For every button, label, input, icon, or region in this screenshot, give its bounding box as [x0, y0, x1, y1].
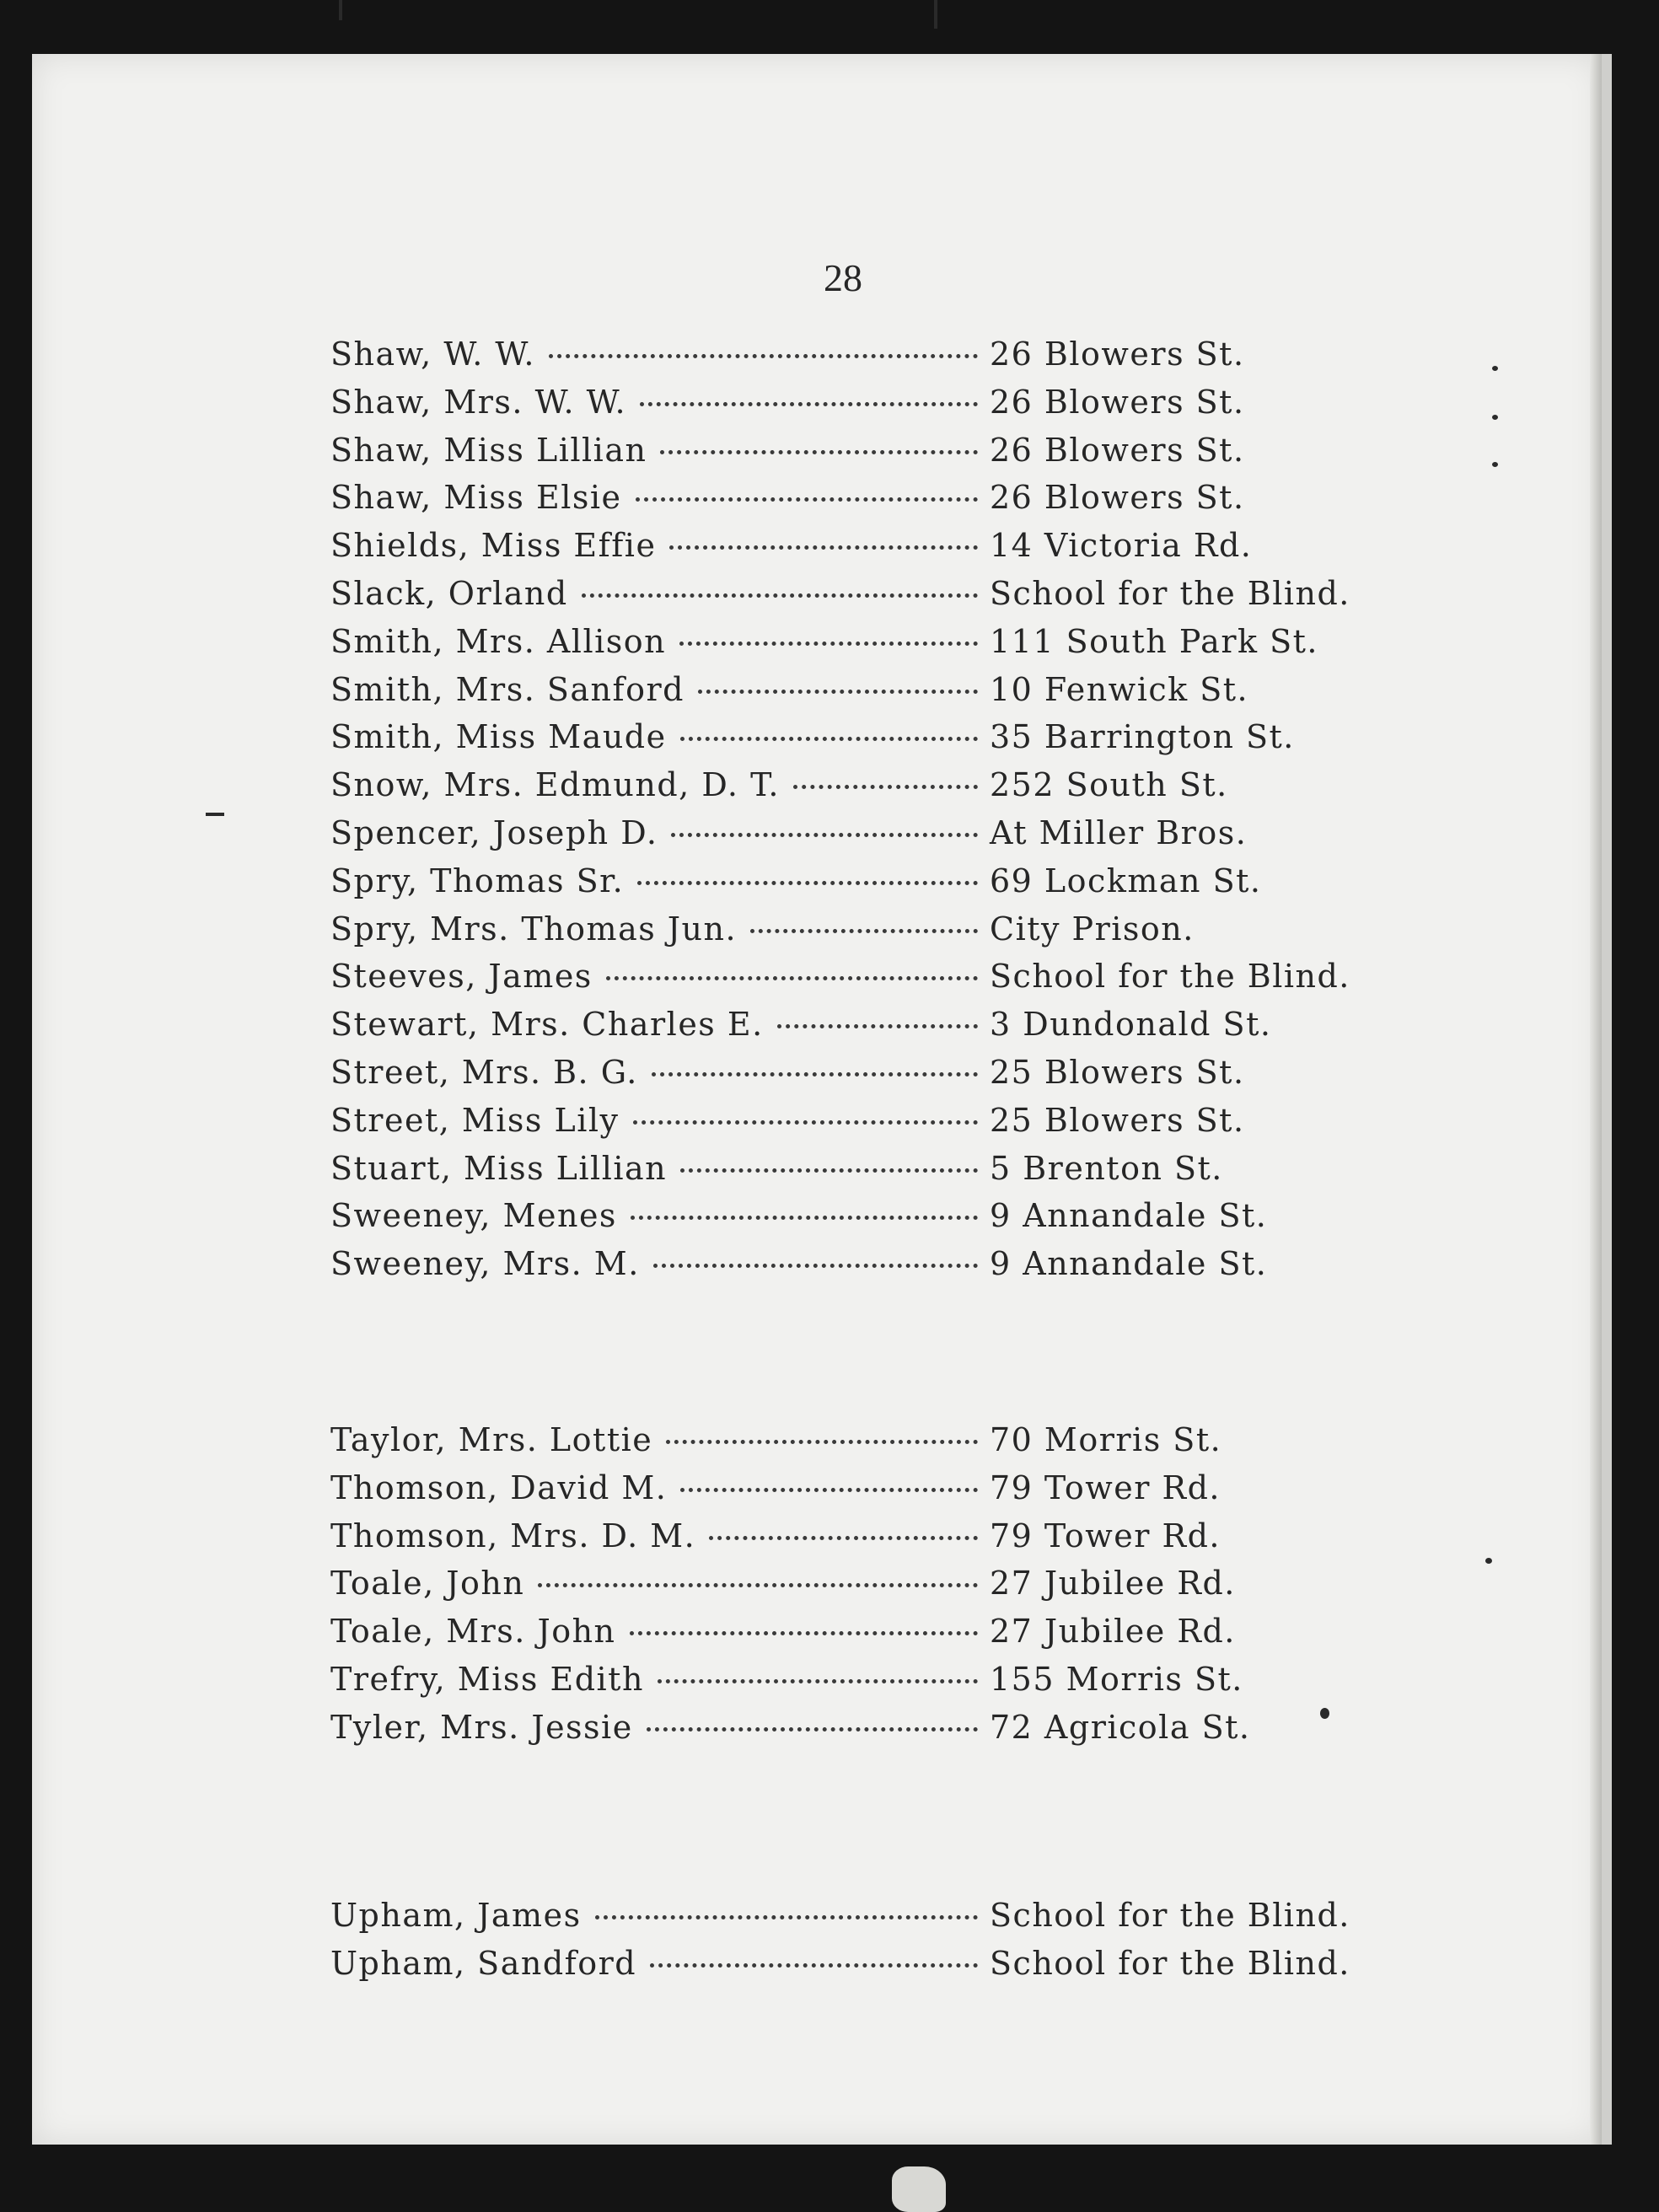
directory-entry [330, 910, 1418, 958]
directory-entry [330, 336, 1418, 384]
entry-address: 5 Brenton St. [990, 1149, 1223, 1187]
torn-paper-fragment [892, 2166, 946, 2212]
dot-leader [679, 642, 978, 646]
directory-entry [330, 671, 1418, 719]
scan-artifact [206, 813, 224, 816]
directory-entry [330, 432, 1418, 480]
entry-address: City Prison. [990, 910, 1195, 948]
scan-artifact [339, 0, 342, 20]
entry-address: 26 Blowers St. [990, 383, 1245, 421]
dot-leader [640, 402, 978, 406]
entry-name: Sweeney, Mrs. M. [330, 1245, 640, 1283]
directory-section-t [330, 1421, 1418, 1757]
entry-address: 9 Annandale St. [990, 1197, 1268, 1235]
dot-leader [606, 976, 978, 980]
entry-address: 26 Blowers St. [990, 479, 1245, 517]
entry-address: 69 Lockman St. [990, 862, 1262, 899]
entry-address: 9 Annandale St. [990, 1245, 1268, 1283]
entry-address: 252 South St. [990, 766, 1228, 804]
directory-entry [330, 862, 1418, 910]
dot-leader [680, 1488, 978, 1492]
entry-address: 14 Victoria Rd. [990, 527, 1253, 565]
dot-leader [582, 593, 978, 598]
entry-name: Thomson, David M. [330, 1468, 668, 1506]
entry-address: School for the Blind. [990, 958, 1350, 996]
directory-entry [330, 1897, 1418, 1945]
entry-address: School for the Blind. [990, 1944, 1350, 1982]
directory-entry [330, 623, 1418, 671]
directory-entry [330, 1245, 1418, 1293]
dot-leader [698, 690, 978, 694]
scan-speck [1492, 462, 1498, 467]
directory-entry [330, 527, 1418, 575]
dot-leader [652, 1072, 978, 1076]
entry-name: Shields, Miss Effie [330, 527, 657, 565]
entry-name: Snow, Mrs. Edmund, D. T. [330, 766, 780, 804]
entry-name: Steeves, James [330, 958, 593, 996]
directory-entry [330, 1613, 1418, 1661]
directory-entry [330, 1197, 1418, 1245]
entry-address: 111 South Park St. [990, 622, 1318, 660]
entry-name: Street, Miss Lily [330, 1101, 620, 1139]
scan-speck [1492, 415, 1498, 420]
scan-artifact [934, 0, 937, 29]
entry-address: 72 Agricola St. [990, 1708, 1251, 1746]
dot-leader [669, 545, 978, 550]
entry-name: Smith, Mrs. Allison [330, 622, 667, 660]
dot-leader [680, 737, 978, 741]
directory-entry [330, 718, 1418, 766]
directory-entry [330, 1945, 1418, 1993]
entry-name: Toale, John [330, 1565, 525, 1603]
entry-name: Slack, Orland [330, 574, 568, 612]
entry-name: Taylor, Mrs. Lottie [330, 1421, 653, 1458]
entry-address: 155 Morris St. [990, 1660, 1243, 1698]
directory-entry [330, 1661, 1418, 1709]
directory-entry [330, 384, 1418, 432]
dot-leader [595, 1915, 978, 1919]
directory-entry [330, 1421, 1418, 1469]
entry-address: 26 Blowers St. [990, 431, 1245, 469]
dot-leader [650, 1963, 978, 1968]
dot-leader [637, 881, 978, 885]
entry-address: 25 Blowers St. [990, 1053, 1245, 1091]
dot-leader [647, 1727, 978, 1731]
entry-address: 79 Tower Rd. [990, 1468, 1221, 1506]
directory-entry [330, 1054, 1418, 1102]
entry-name: Thomson, Mrs. D. M. [330, 1517, 696, 1554]
dot-leader [549, 354, 978, 358]
directory-entry [330, 1517, 1418, 1565]
dot-leader [680, 1168, 978, 1173]
scan-speck [1320, 1708, 1329, 1719]
entry-name: Stuart, Miss Lillian [330, 1149, 668, 1187]
entry-address: 27 Jubilee Rd. [990, 1565, 1236, 1603]
directory-entry [330, 958, 1418, 1006]
entry-name: Shaw, W. W. [330, 336, 535, 373]
dot-leader [777, 1024, 978, 1028]
directory-entry [330, 1565, 1418, 1613]
directory-entry [330, 1102, 1418, 1150]
entry-name: Tyler, Mrs. Jessie [330, 1708, 633, 1746]
page-gutter-shadow [1590, 54, 1602, 2145]
directory-entry [330, 1709, 1418, 1757]
directory-entry [330, 1150, 1418, 1198]
directory-section-u [330, 1897, 1418, 1993]
entry-name: Stewart, Mrs. Charles E. [330, 1006, 764, 1044]
entry-name: Shaw, Mrs. W. W. [330, 383, 627, 421]
entry-name: Trefry, Miss Edith [330, 1660, 644, 1698]
entry-name: Shaw, Miss Lillian [330, 431, 647, 469]
scan-speck [1492, 366, 1498, 371]
entry-address: 70 Morris St. [990, 1421, 1222, 1458]
entry-address: School for the Blind. [990, 574, 1350, 612]
directory-entry [330, 1006, 1418, 1054]
entry-name: Smith, Miss Maude [330, 718, 667, 756]
entry-name: Spencer, Joseph D. [330, 813, 658, 851]
page-number: 28 [824, 256, 862, 299]
directory-entry [330, 575, 1418, 623]
dot-leader [793, 785, 978, 789]
entry-name: Sweeney, Menes [330, 1197, 617, 1235]
entry-address: School for the Blind. [990, 1897, 1350, 1934]
dot-leader [538, 1583, 978, 1587]
entry-name: Toale, Mrs. John [330, 1613, 616, 1651]
entry-name: Upham, Sandford [330, 1944, 637, 1982]
directory-entry [330, 814, 1418, 862]
entry-name: Spry, Mrs. Thomas Jun. [330, 910, 738, 948]
entry-name: Shaw, Miss Elsie [330, 479, 622, 517]
entry-name: Smith, Mrs. Sanford [330, 670, 685, 708]
entry-address: 26 Blowers St. [990, 336, 1245, 373]
entry-address: 27 Jubilee Rd. [990, 1613, 1236, 1651]
entry-address: At Miller Bros. [990, 813, 1248, 851]
dot-leader [671, 833, 978, 837]
dot-leader [653, 1264, 978, 1268]
entry-address: 3 Dundonald St. [990, 1006, 1272, 1044]
dot-leader [660, 450, 978, 454]
dot-leader [631, 1216, 978, 1220]
directory-entry [330, 1469, 1418, 1517]
dot-leader [633, 1120, 978, 1125]
dot-leader [636, 497, 978, 502]
directory-entry [330, 766, 1418, 814]
page-edge [1602, 54, 1612, 2145]
entry-address: 79 Tower Rd. [990, 1517, 1221, 1554]
entry-address: 35 Barrington St. [990, 718, 1295, 756]
directory-entry [330, 479, 1418, 527]
entry-address: 25 Blowers St. [990, 1101, 1245, 1139]
dot-leader [709, 1536, 978, 1540]
entry-name: Street, Mrs. B. G. [330, 1053, 638, 1091]
dot-leader [750, 929, 978, 933]
entry-name: Spry, Thomas Sr. [330, 862, 625, 899]
dot-leader [630, 1631, 978, 1635]
dot-leader [658, 1679, 978, 1683]
entry-name: Upham, James [330, 1897, 582, 1934]
entry-address: 10 Fenwick St. [990, 670, 1249, 708]
dot-leader [666, 1440, 978, 1444]
scan-speck [1485, 1558, 1492, 1564]
directory-section-s [330, 336, 1418, 1293]
